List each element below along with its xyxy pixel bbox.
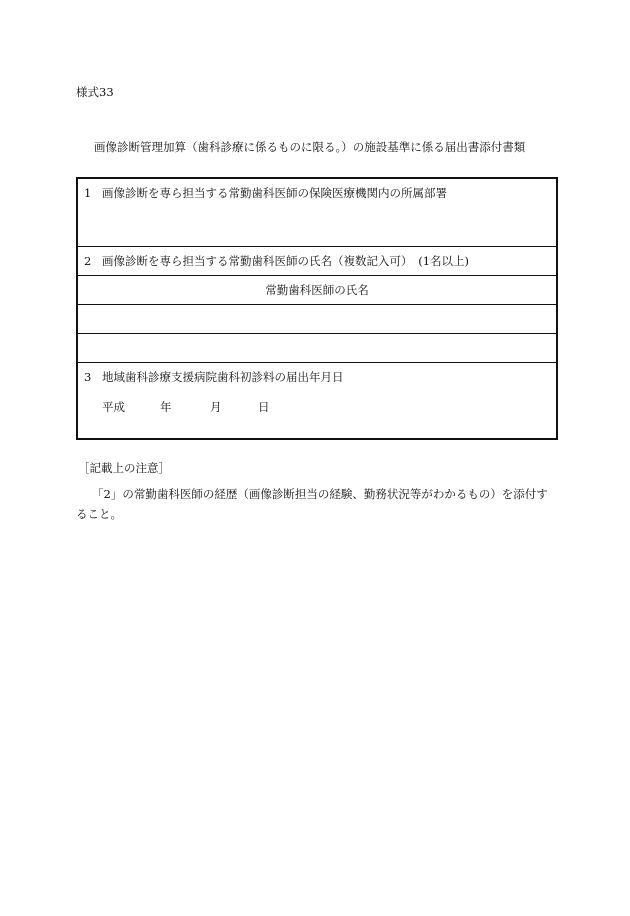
name-column-header: 常勤歯科医師の氏名: [265, 283, 369, 297]
item-3-line: [84, 371, 344, 385]
form-number: 様式33: [76, 85, 114, 99]
item-1-label: 画像診断を専ら担当する常勤歯科医師の保険医療機関内の所属部署: [102, 186, 447, 200]
item-1-number: 1: [84, 186, 92, 200]
item-3-row: [78, 363, 556, 438]
date-day: 日: [258, 400, 270, 414]
notes-body: 「2」の常勤歯科医師の経歴（画像診断担当の経験、勤務状況等がわかるもの）を添付すること。: [76, 487, 548, 522]
date-line: [102, 401, 270, 415]
item-2-label: 画像診断を専ら担当する常勤歯科医師の氏名（複数記入可） (1名以上): [102, 254, 470, 268]
date-era: 平成: [102, 400, 125, 414]
item-1-line: [84, 187, 447, 201]
doctor-name-entry-row-1[interactable]: [78, 305, 556, 334]
name-column-header-row: [78, 276, 556, 305]
document-title: 画像診断管理加算（歯科診療に係るものに限る。）の施設基準に係る届出書添付書類: [94, 140, 526, 154]
item-1-row: [78, 179, 556, 247]
item-2-row: [78, 247, 556, 276]
item-2-line: [84, 255, 469, 269]
item-3-number: 3: [84, 370, 92, 384]
form-table: [76, 177, 558, 440]
date-month: 月: [210, 400, 222, 414]
item-3-label: 地域歯科診療支援病院歯科初診料の届出年月日: [102, 370, 344, 384]
date-year: 年: [160, 400, 172, 414]
item-2-number: 2: [84, 254, 92, 268]
notes-heading: ［記載上の注意］: [78, 461, 170, 475]
doctor-name-entry-row-2[interactable]: [78, 334, 556, 363]
